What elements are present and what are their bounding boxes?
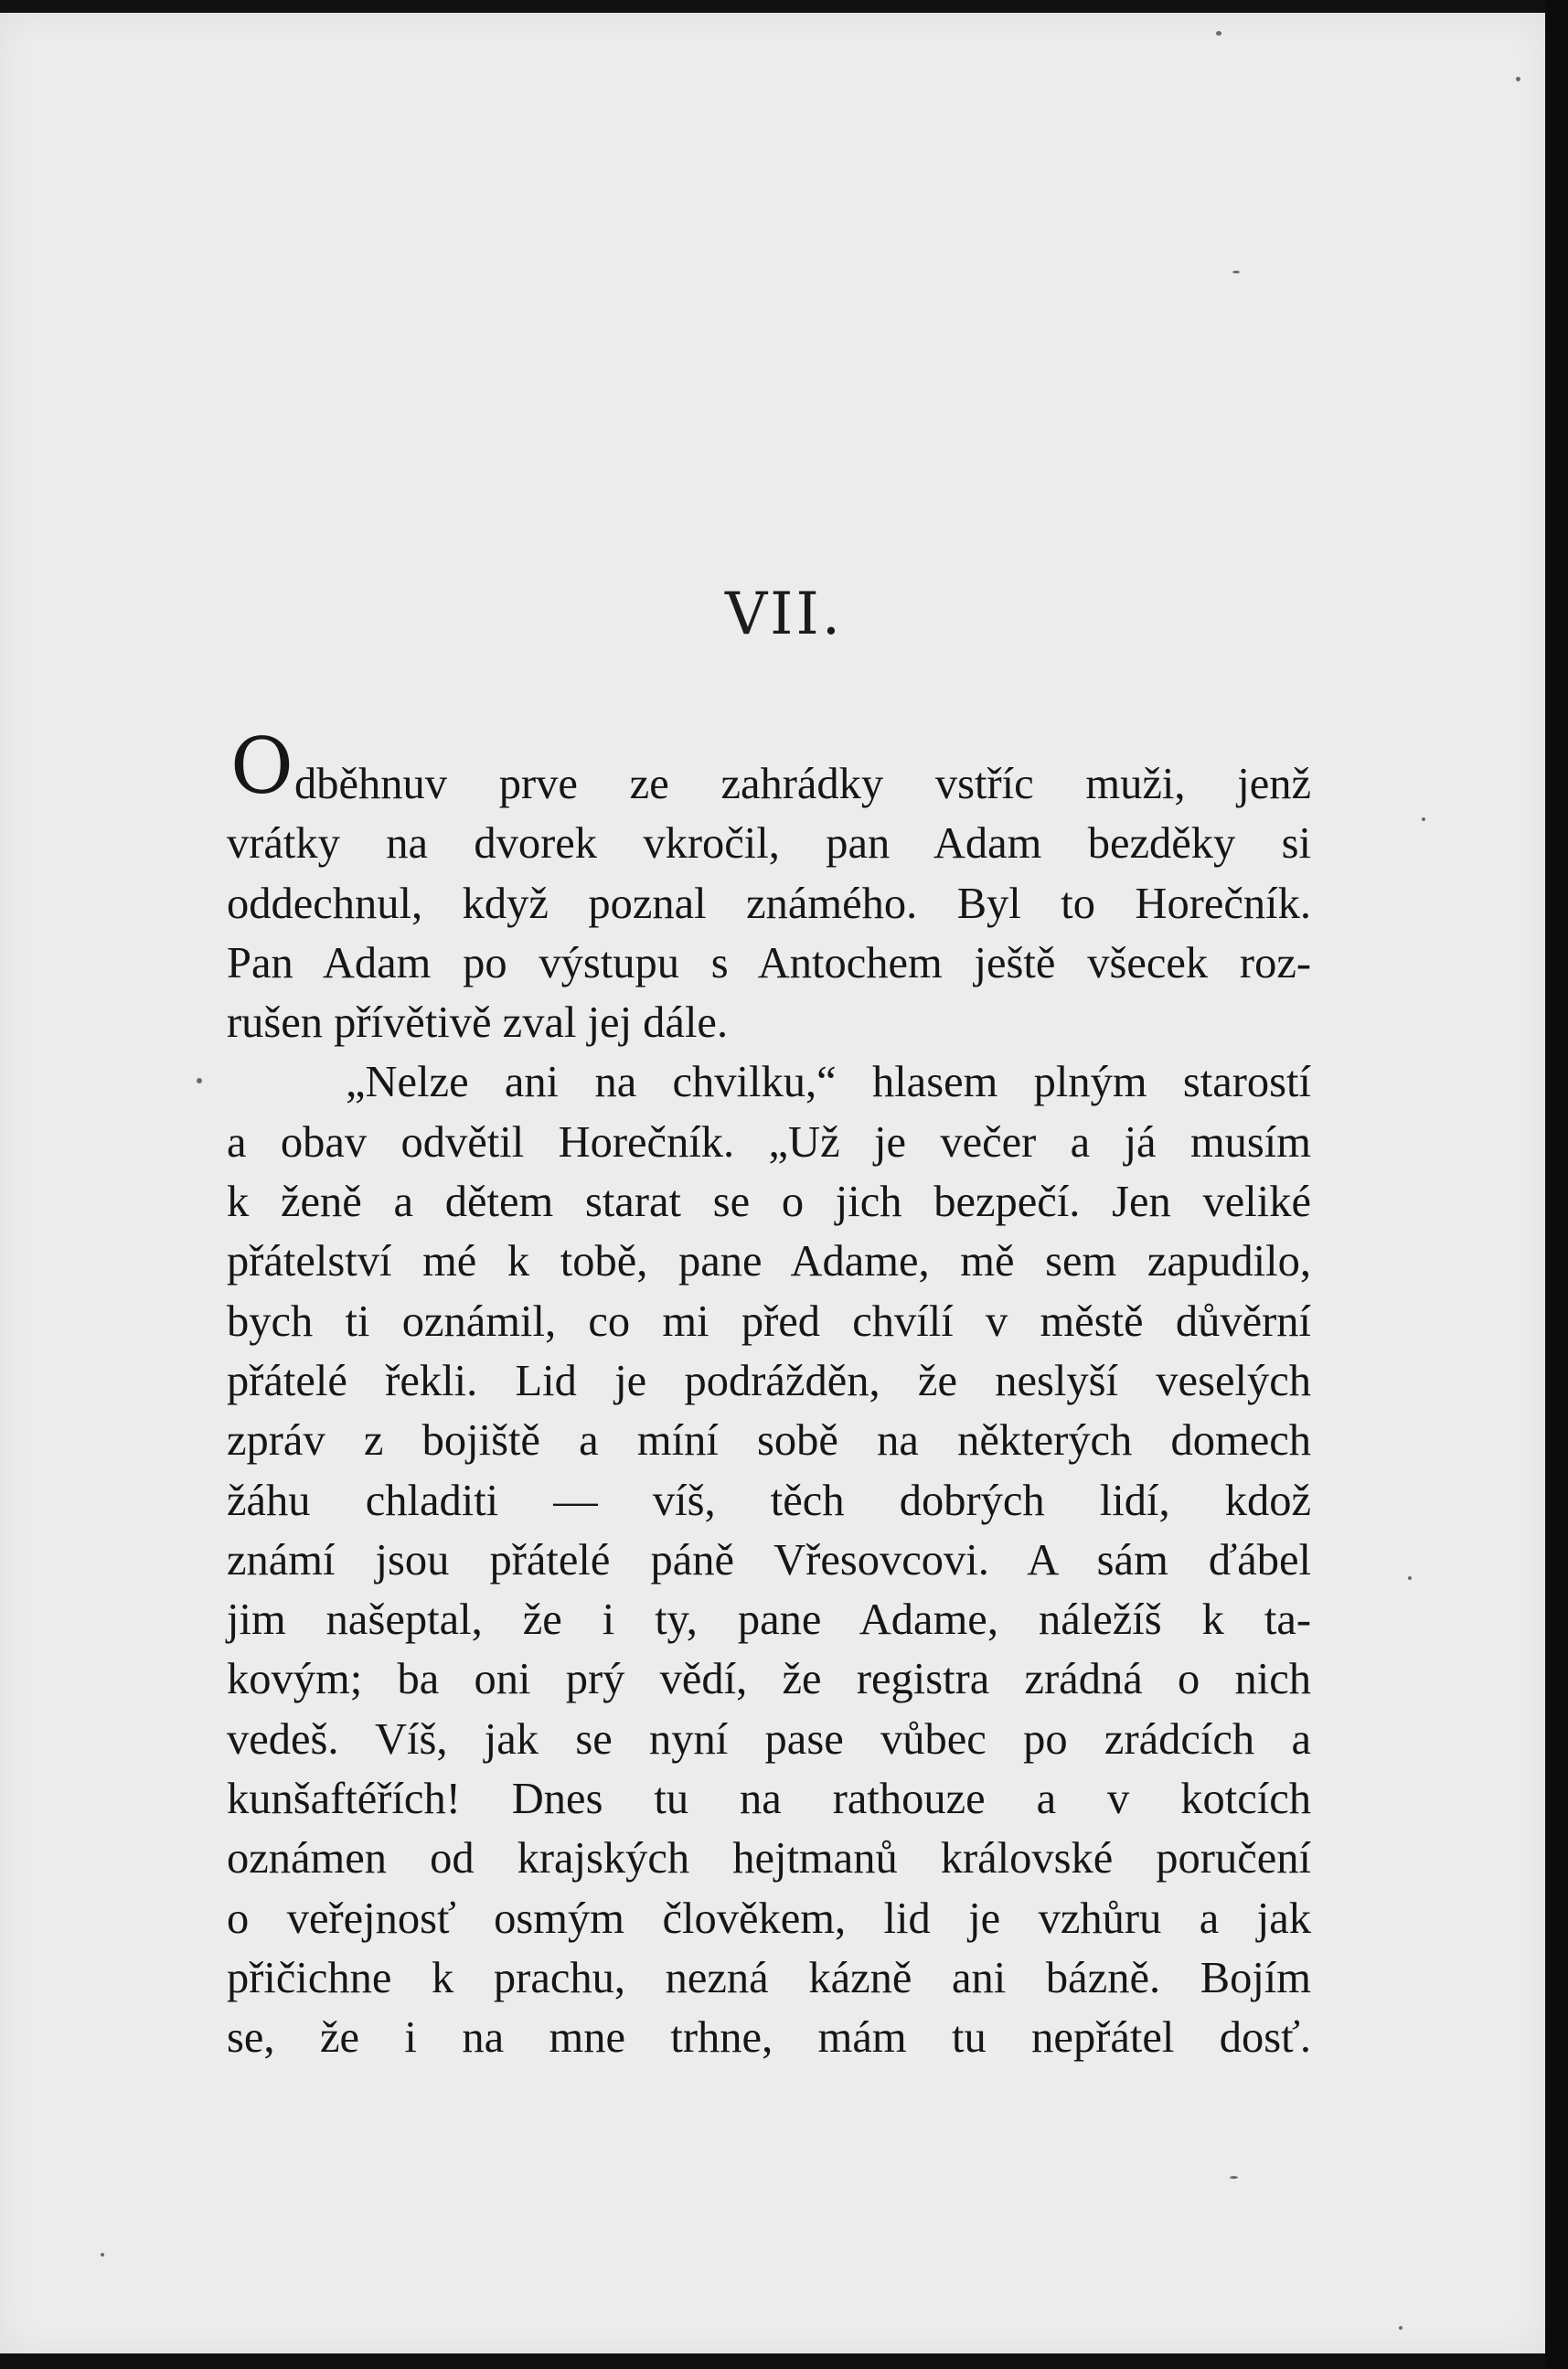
- text-line: vedeš. Víš, jak se nyní pase vůbec po zrádcích a: [227, 1714, 1311, 1764]
- chapter-heading: VII.: [724, 581, 844, 648]
- text-line: přátelství mé k tobě, pane Adame, mě sem zapudilo,: [227, 1237, 1311, 1286]
- speck: [101, 2253, 104, 2257]
- speck: [1408, 1576, 1412, 1580]
- text-line: o veřejnosť osmým člověkem, lid je vzhůru a jak: [227, 1894, 1311, 1943]
- text-line: rušen přívětivě zval jej dále.: [227, 998, 729, 1048]
- body-text: [227, 754, 1311, 2068]
- speck: [1422, 817, 1425, 821]
- scan-edge: [1545, 0, 1568, 2369]
- text-line: známí jsou přátelé páně Vřesovcovi. A sám ďábel: [227, 1535, 1311, 1585]
- text-line: bych ti oznámil, co mi před chvílí v městě důvěrní: [227, 1297, 1311, 1346]
- text-line: přičichne k prachu, nezná kázně ani bázně. Bojím: [227, 1953, 1311, 2002]
- drop-initial: O: [230, 721, 293, 811]
- speck: [1230, 2176, 1238, 2179]
- text-line: přátelé řekli. Lid je podrážděn, že neslyší veselých: [227, 1356, 1311, 1405]
- text-line: dběhnuv prve ze zahrádky vstříc muži, jenž: [294, 760, 1311, 808]
- text-line: kunšaftéřích! Dnes tu na rathouze a v kotcích: [227, 1775, 1311, 1824]
- text-line: se, že i na mne trhne, mám tu nepřátel dosť.: [227, 2013, 1311, 2063]
- speck: [1216, 31, 1221, 36]
- text-line: k ženě a dětem starat se o jich bezpečí. Jen veliké: [227, 1178, 1311, 1227]
- text-line: žáhu chladiti — víš, těch dobrých lidí, kdož: [227, 1476, 1311, 1525]
- speck: [197, 1078, 202, 1083]
- text-line: vrátky na dvorek vkročil, pan Adam bezděky si: [227, 819, 1311, 869]
- speck: [1232, 271, 1240, 273]
- text-line: zpráv z bojiště a míní sobě na některých domech: [227, 1416, 1311, 1466]
- text-line: Pan Adam po výstupu s Antochem ještě všecek roz-: [227, 938, 1311, 987]
- text-line: a obav odvětil Horečník. „Už je večer a já musím: [227, 1117, 1311, 1167]
- text-line: kovým; ba oni prý vědí, že registra zrádná o nich: [227, 1655, 1311, 1704]
- speck: [1399, 2326, 1403, 2330]
- speck: [1516, 77, 1520, 81]
- text-line: jim našeptal, že i ty, pane Adame, náležíš k ta-: [227, 1595, 1311, 1645]
- text-line: oznámen od krajských hejtmanů královské poručení: [227, 1834, 1311, 1883]
- text-line: „Nelze ani na chvilku,“ hlasem plným starostí: [346, 1058, 1311, 1107]
- text-line: oddechnul, když poznal známého. Byl to Horečník.: [227, 879, 1311, 928]
